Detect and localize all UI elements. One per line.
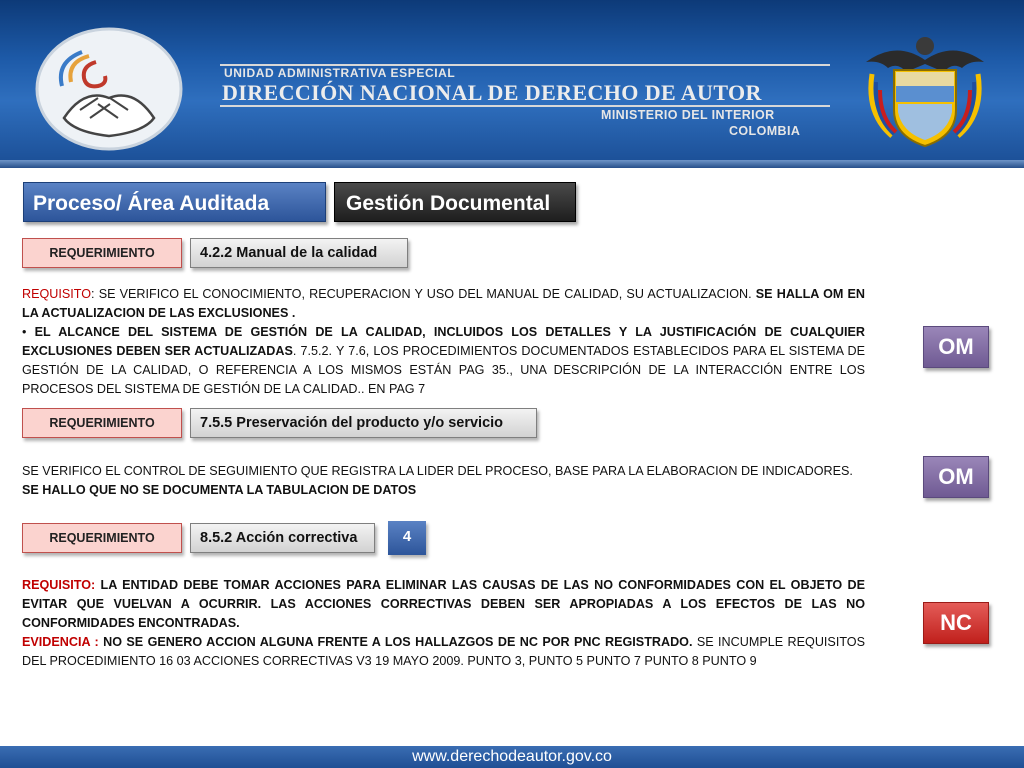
header-ministry: MINISTERIO DEL INTERIOR bbox=[601, 108, 775, 122]
footer-bar bbox=[0, 746, 1024, 768]
section1-text bbox=[22, 285, 865, 399]
section2-finding: SE HALLO QUE NO SE DOCUMENTA LA TABULACION DE DATOS bbox=[22, 483, 417, 497]
evidencia-label: EVIDENCIA : bbox=[22, 635, 99, 649]
header-stripe bbox=[0, 160, 1024, 168]
header-rule-bottom bbox=[220, 105, 830, 107]
section1-p2-text: . 7.5.2. Y 7.6, LOS PROCEDIMIENTOS DOCUMENTADOS ESTABLECIDOS PARA EL SISTEMA DE GESTIÓN DE LA CALIDAD, O REFERENCIA A LOS MISMOS ESTÁN PAG 35., UNA DESCRIPCIÓN DE LA INTERACCIÓN ENTRE LOS PROCESOS DEL SISTEMA DE GESTIÓN DE LA CALIDAD.. EN PAG 7 bbox=[22, 344, 866, 396]
section2-p1-text: SE VERIFICO EL CONTROL DE SEGUIMIENTO QUE REGISTRA LA LIDER DEL PROCESO, BASE PARA LA ELABORACION DE INDICADORES. bbox=[22, 464, 853, 478]
section3-p1-bold: LA ENTIDAD DEBE TOMAR ACCIONES PARA ELIMINAR LAS CAUSAS DE LAS NO CONFORMIDADES CON EL OBJETO DE EVITAR QUE VUELVAN A OCURRIR. LAS ACCIONES CORRECTIVAS DEBEN SER APROPIADAS A LOS EFECTOS DE LAS NO CONFORMIDADES ENCONTRADAS. bbox=[22, 578, 865, 630]
process-label: Proceso/ Área Auditada bbox=[23, 182, 326, 222]
requirement-clause: 7.5.5 Preservación del producto y/o servicio bbox=[190, 408, 537, 438]
requirement-clause: 4.2.2 Manual de la calidad bbox=[190, 238, 408, 268]
requirement-label: REQUERIMIENTO bbox=[22, 238, 182, 268]
finding-tag-nc: NC bbox=[923, 602, 989, 644]
coat-of-arms-icon bbox=[858, 22, 992, 156]
section1-p2-bold: EL ALCANCE DEL SISTEMA DE GESTIÓN DE LA CALIDAD, INCLUIDOS LOS DETALLES Y LA JUSTIFICACIÓN DE CUALQUIER EXCLUSIONES DEBEN SER ACTUALIZADAS bbox=[22, 325, 865, 358]
section1-p1-finding: SE HALLA OM EN LA ACTUALIZACION DE LAS EXCLUSIONES . bbox=[22, 287, 865, 320]
section1-p1-text: : SE VERIFICO EL CONOCIMIENTO, RECUPERACION Y USO DEL MANUAL DE CALIDAD, SU ACTUALIZACION. bbox=[91, 287, 756, 301]
section3-paragraph2 bbox=[22, 633, 865, 671]
requirement-clause: 8.5.2 Acción correctiva bbox=[190, 523, 375, 553]
bullet-icon: • bbox=[22, 325, 27, 339]
section1-paragraph1 bbox=[22, 285, 865, 323]
section3-paragraph1 bbox=[22, 576, 865, 633]
section3-text bbox=[22, 576, 865, 671]
header-line1: UNIDAD ADMINISTRATIVA ESPECIAL bbox=[224, 66, 456, 80]
requirement-label: REQUERIMIENTO bbox=[22, 408, 182, 438]
section1-paragraph2 bbox=[22, 323, 865, 399]
section3-p2-text: SE INCUMPLE REQUISITOS DEL PROCEDIMIENTO 16 03 ACCIONES CORRECTIVAS V3 19 MAYO 2009. PUNTO 3, PUNTO 5 PUNTO 7 PUNTO 8 PUNTO 9 bbox=[22, 635, 865, 668]
process-value: Gestión Documental bbox=[334, 182, 576, 222]
hands-logo-icon bbox=[34, 26, 184, 152]
header-banner bbox=[0, 0, 1024, 168]
finding-count-badge: 4 bbox=[388, 521, 426, 555]
footer-url: www.derechodeautor.gov.co bbox=[412, 748, 612, 765]
requisito-label: REQUISITO: bbox=[22, 578, 96, 592]
section2-paragraph1 bbox=[22, 462, 865, 481]
section3-p2-bold: NO SE GENERO ACCION ALGUNA FRENTE A LOS HALLAZGOS DE NC POR PNC REGISTRADO. bbox=[98, 635, 693, 649]
header-country: COLOMBIA bbox=[729, 124, 801, 138]
finding-tag-om: OM bbox=[923, 326, 989, 368]
requirement-label: REQUERIMIENTO bbox=[22, 523, 182, 553]
section2-text bbox=[22, 462, 865, 500]
header-title: DIRECCIÓN NACIONAL DE DERECHO DE AUTOR bbox=[222, 80, 762, 105]
requisito-label: REQUISITO bbox=[22, 287, 92, 301]
finding-tag-om: OM bbox=[923, 456, 989, 498]
